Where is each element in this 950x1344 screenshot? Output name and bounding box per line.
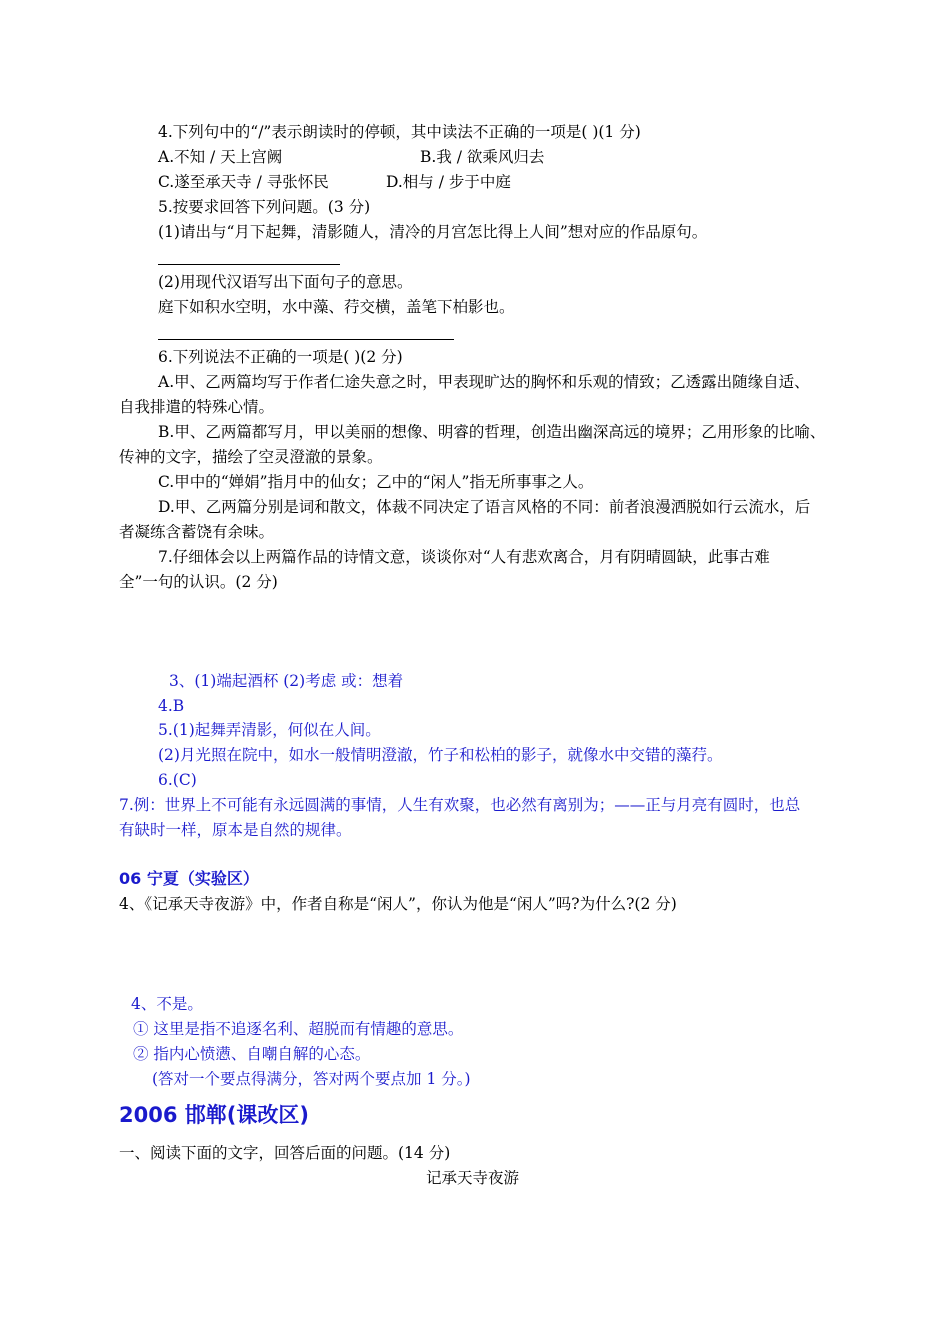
answer-7-line1: 7.例：世界上不可能有永远圆满的事情，人生有欢聚，也必然有离别为；——正与月亮有圆时，也总 [119,796,801,814]
q6-option-c: C.甲中的“婵娟”指月中的仙女；乙中的“闲人”指无所事事之人。 [158,473,594,491]
q5-answer-line-2 [158,339,454,340]
answer-6: 6.(C) [158,771,197,789]
ningxia-answer-3: ② 指内心愤懑、自嘲自解的心态。 [133,1045,371,1063]
q6-option-b-line1: B.甲、乙两篇都写月，甲以美丽的想像、明睿的哲理，创造出幽深高远的境界；乙用形象的比喻、 [158,423,826,441]
answer-7-line2: 有缺时一样，原本是自然的规律。 [119,821,352,839]
section-heading-ningxia: 06 宁夏（实验区） [119,869,259,888]
q5-sub1: (1)请出与“月下起舞，清影随人，清冷的月宫怎比得上人间”想对应的作品原句。 [158,223,708,241]
q6-option-d-line1: D.甲、乙两篇分别是词和散文，体裁不同决定了语言风格的不同：前者浪漫洒脱如行云流水，后 [158,498,811,516]
q4-option-c: C.遂至承天寺 / 寻张怀民 [158,173,329,191]
section-heading-handan: 2006 邯郸(课改区) [119,1103,309,1127]
q6-option-b-line2: 传神的文字，描绘了空灵澄澈的景象。 [119,448,383,466]
answer-5-1: 5.(1)起舞弄清影，何似在人间。 [158,721,381,739]
ningxia-answer-1: 4、不是。 [131,995,203,1013]
q6-option-d-line2: 者凝练含蓄饶有余味。 [119,523,275,541]
passage-title: 记承天寺夜游 [426,1169,520,1187]
ningxia-question: 4、《记承天寺夜游》中，作者自称是“闲人”，你认为他是“闲人”吗?为什么?(2 分) [119,895,677,913]
q6-option-a-line1: A.甲、乙两篇均写于作者仁途失意之时，甲表现旷达的胸怀和乐观的情致；乙透露出随缘自适、 [158,373,810,391]
handan-intro: 一、阅读下面的文字，回答后面的问题。(14 分) [119,1144,451,1162]
q4-option-a: A.不知 / 天上宫阙 [158,148,283,166]
answer-3: 3、(1)端起酒杯 (2)考虑 或：想着 [169,672,404,690]
q5-stem: 5.按要求回答下列问题。(3 分) [158,198,371,216]
q4-stem: 4.下列句中的“/”表示朗读时的停顿，其中读法不正确的一项是( )(1 分) [158,123,641,141]
q6-stem: 6.下列说法不正确的一项是( )(2 分) [158,348,403,366]
ningxia-answer-note: (答对一个要点得满分，答对两个要点加 1 分。) [152,1070,471,1088]
q5-sub2: (2)用现代汉语写出下面句子的意思。 [158,273,413,291]
answer-5-2: (2)月光照在院中，如水一般情明澄澈，竹子和松柏的影子，就像水中交错的藻荇。 [158,746,723,764]
ningxia-answer-2: ① 这里是指不追逐名利、超脱而有情趣的意思。 [133,1020,464,1038]
q4-option-d: D.相与 / 步于中庭 [386,173,511,191]
q6-option-a-line2: 自我排遣的特殊心情。 [119,398,275,416]
q4-option-b: B.我 / 欲乘风归去 [420,148,545,166]
answer-4: 4.B [158,697,185,715]
q5-answer-line-1 [158,264,340,265]
q7-line2: 全”一句的认识。(2 分) [119,573,278,591]
q7-line1: 7.仔细体会以上两篇作品的诗情文意，谈谈你对“人有悲欢离合，月有阴晴圆缺，此事古难 [158,548,770,566]
q5-sentence: 庭下如积水空明，水中藻、荇交横，盖笔下柏影也。 [158,298,515,316]
